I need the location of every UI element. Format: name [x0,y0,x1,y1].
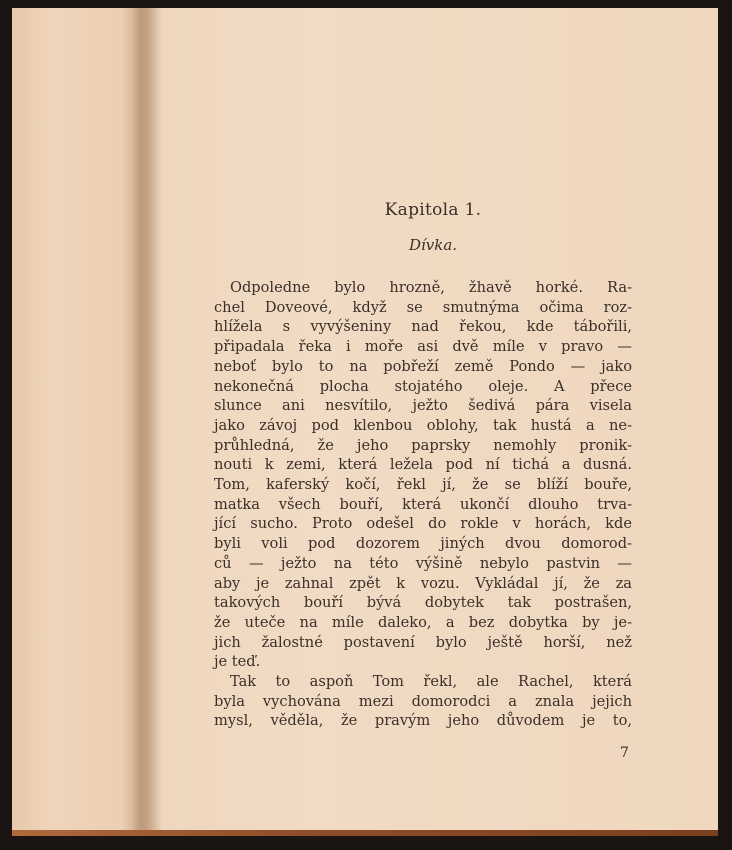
text-line: Tak to aspoň Tom řekl, ale Rachel, která [230,673,632,691]
text-line: mysl, věděla, že pravým jeho důvodem je to, [214,712,632,730]
text-line: aby je zahnal zpět k vozu. Vykládal jí, že za [214,574,632,592]
text-line: je teď. [214,653,261,671]
text-line: ců — ježto na této výšině nebylo pastvin — [214,554,632,572]
text-line: jich žalostné postavení bylo ještě horší, než [214,633,632,651]
text-line: nouti k zemi, která ležela pod ní tichá a dusná. [214,456,632,474]
body-text [214,278,632,731]
text-line: takových bouří bývá dobytek tak postrašen, [214,594,632,612]
text-line: Tom, kaferský kočí, řekl jí, že se blíží bouře, [214,476,632,494]
text-line: byli voli pod dozorem jiných dvou domorod- [214,535,632,553]
text-line: byla vychována mezi domorodci a znala jejich [214,692,632,710]
text-line: jící sucho. Proto odešel do rokle v horách, kde [214,515,632,533]
page-number: 7 [620,745,629,761]
text-line: Odpoledne bylo hrozně, žhavě horké. Ra- [230,279,632,296]
text-line: průhledná, že jeho paprsky nemohly pronik- [214,436,632,454]
text-line: matka všech bouří, která ukončí dlouho trva- [214,495,632,513]
text-line: nekonečná plocha stojatého oleje. A přece [214,377,632,395]
page-bottom-edge [12,830,718,836]
chapter-subtitle: Dívka. [408,236,458,254]
text-block [214,200,632,731]
text-line: neboť bylo to na pobřeží země Pondo — jako [214,357,632,375]
text-line: že uteče na míle daleko, a bez dobytka by je- [214,613,632,631]
text-line: jako závoj pod klenbou oblohy, tak hustá a ne- [214,416,632,434]
text-line: slunce ani nesvítilo, ježto šedivá pára visela [214,397,632,415]
text-line: připadala řeka i moře asi dvě míle v pravo — [214,338,632,356]
text-line: chel Doveové, když se smutnýma očima roz- [214,298,632,316]
chapter-title: Kapitola 1. [384,200,482,220]
book-gutter [132,8,162,834]
text-line: hlížela s vyvýšeniny nad řekou, kde tábořili, [214,318,632,336]
